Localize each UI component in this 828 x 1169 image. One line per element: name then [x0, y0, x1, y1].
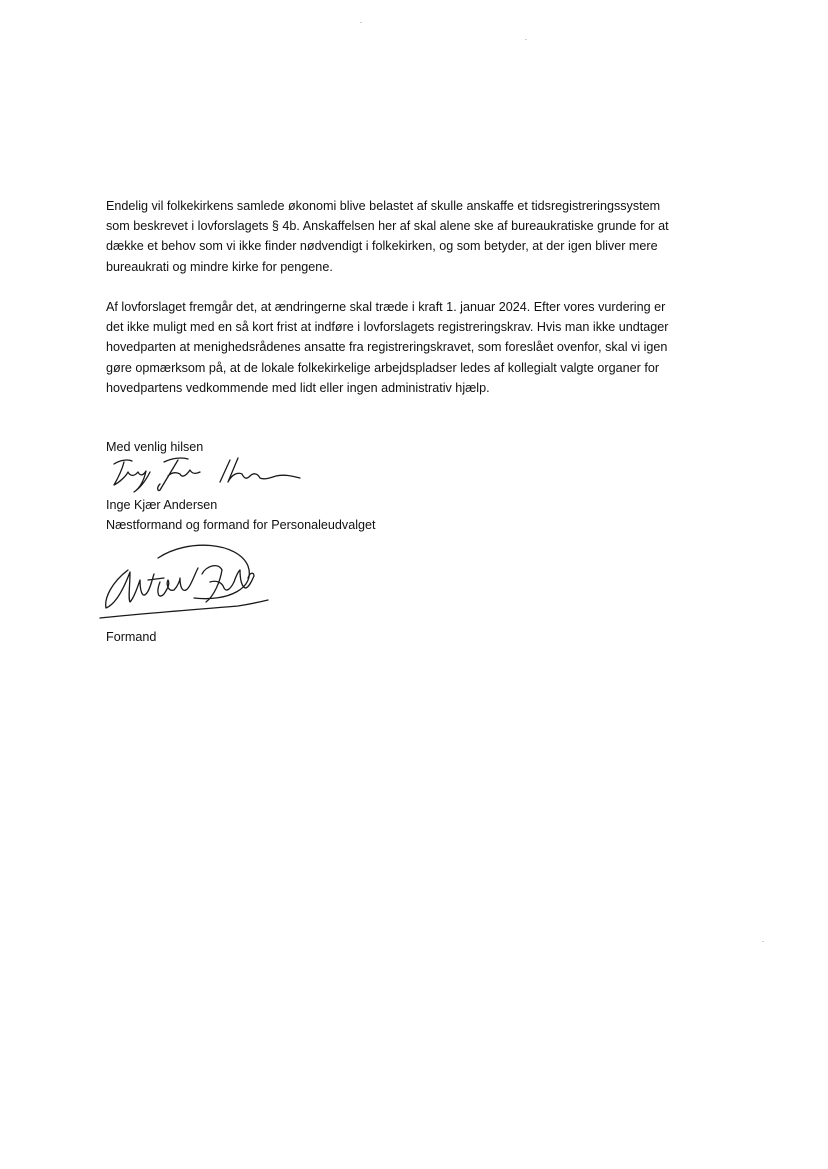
signer-title: Næstformand og formand for Personaleudvalget	[106, 518, 376, 532]
paragraph-line: det ikke muligt med en så kort frist at indføre i lovforslagets registreringskrav. Hvis man ikke undtager	[106, 320, 669, 335]
signer-name: Inge Kjær Andersen	[106, 498, 218, 512]
scan-speck	[360, 22, 362, 23]
handwritten-signature-2	[98, 536, 270, 626]
paragraph-line: hovedpartens vedkommende med lidt eller ingen administrativ hjælp.	[106, 380, 490, 395]
paragraph-line: Endelig vil folkekirkens samlede økonomi blive belastet af skulle anskaffe et tidsregistreringssystem	[106, 199, 661, 213]
scan-speck	[525, 39, 527, 40]
signer-title: Formand	[106, 630, 157, 644]
scan-speck	[762, 941, 764, 942]
paragraph-line: dække et behov som vi ikke finder nødvendigt i folkekirken, og som betyder, at der igen bliver mere	[106, 239, 658, 254]
paragraph-line: bureaukrati og mindre kirke for pengene.	[106, 259, 333, 274]
paragraph-line: hovedparten at menighedsrådenes ansatte fra registreringskravet, som foreslået ovenfor, skal vi igen	[106, 340, 668, 355]
closing-salutation: Med venlig hilsen	[106, 440, 204, 454]
paragraph-line: Af lovforslaget fremgår det, at ændringerne skal træde i kraft 1. januar 2024. Efter vores vurdering er	[106, 300, 666, 314]
paragraph-deadline	[106, 297, 728, 398]
handwritten-signature-1	[110, 452, 310, 496]
paragraph-line: gøre opmærksom på, at de lokale folkekirkelige arbejdspladser ledes af kollegialt valgte organer for	[106, 360, 660, 375]
paragraph-economy	[106, 196, 728, 277]
paragraph-line: som beskrevet i lovforslagets § 4b. Anskaffelsen her af skal alene ske af bureaukratiske grunde for at	[106, 219, 669, 234]
